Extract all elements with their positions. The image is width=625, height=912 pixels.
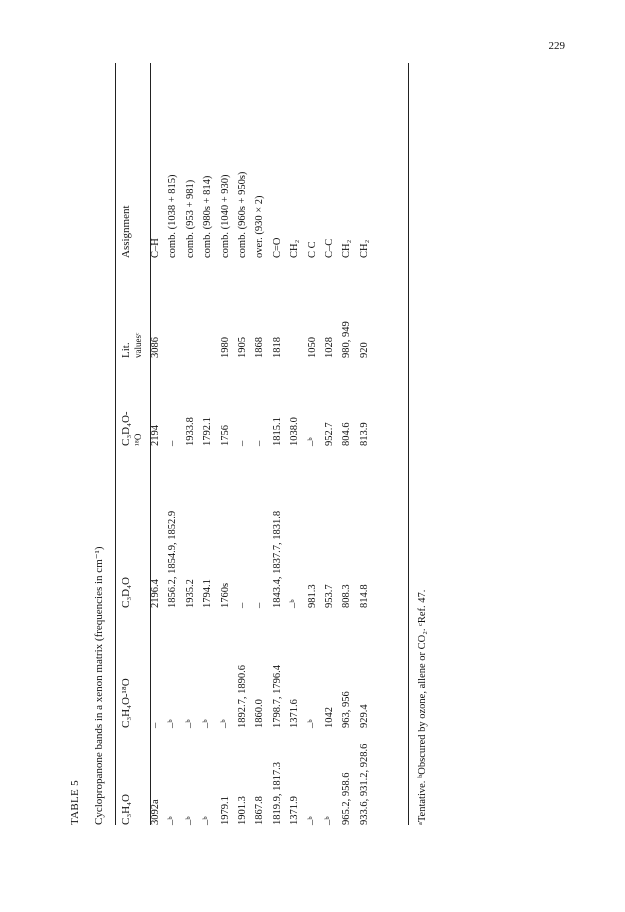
table-cell: 1905 [236,337,248,358]
table-cell: 980, 949 [341,321,353,358]
table-cell: 814.8 [358,584,370,608]
table-cell: 981.3 [306,584,318,608]
table-cell: comb. (1040 + 930) [219,174,231,258]
frequency-table [120,63,376,825]
table-cell [289,258,306,358]
table-cell: 1042 [323,707,335,728]
table-cell: 1979.1 [219,796,231,825]
bottom-rule [408,63,409,825]
table-footnote: ᵃTentative. ᵇObscured by ozone, allene or CO₂. ᶜRef. 47. [417,589,428,825]
table-cell: –ᵇ [167,719,179,728]
table-row [272,63,289,825]
table-row [307,63,324,825]
table-cell: 2194 [150,425,161,446]
table-cell: –ᵇ [306,719,318,728]
table-cell: –ᵇ [289,599,301,608]
table-cell: 804.6 [341,422,353,446]
table-row [254,63,271,825]
table-cell: – [167,440,179,446]
table-cell: – [254,602,266,608]
table-cell: C=O [271,237,283,258]
table-cell: 1868 [254,337,266,358]
column-header: C₃D₄O- ¹⁸O [120,411,143,446]
top-rule [115,63,116,825]
table-cell: 1856.2, 1854.9, 1852.9 [167,510,179,608]
table-body [150,63,376,825]
table-cell: 1756 [219,425,231,446]
table-cell: –ᵇ [306,437,318,446]
table-cell: – [254,440,266,446]
table-cell: 965.2, 958.6 [341,772,353,825]
table-cell: 1892.7, 1890.6 [236,665,248,728]
table-cell: 1843.4, 1837.7, 1831.8 [271,510,283,608]
rotated-table-block [65,63,535,825]
table-cell: comb. (960s + 950s) [236,171,248,258]
table-cell: – [150,722,161,728]
table-cell: 1038.0 [289,417,301,446]
table-cell: 1819.9, 1817.3 [271,762,283,825]
table-cell: CH₂ [341,239,353,258]
table-cell: 1028 [323,337,335,358]
table-cell: 1371.9 [289,796,301,825]
table-cell: 1760s [219,582,231,608]
table-cell: –ᵇ [167,816,179,825]
table-cell: 1371.6 [289,699,301,728]
table-cell: 3092a [150,799,161,825]
table-row [220,63,237,825]
table-cell: 1818 [271,337,283,358]
table-cell: 1050 [306,337,318,358]
column-header: C₃H₄O [120,794,132,825]
table-cell: –ᵇ [323,816,335,825]
table-cell: 1815.1 [271,417,283,446]
table-cell: 1867.8 [254,796,266,825]
table-cell: –ᵇ [184,816,196,825]
table-cell: 3086 [150,337,161,358]
table-cell: comb. (1038 + 815) [167,174,179,258]
table-cell: 1792.1 [202,417,214,446]
table-row [359,63,376,825]
table-cell: comb. (953 + 981) [184,179,196,258]
table-cell: 1935.2 [184,579,196,608]
table-cell: – [236,440,248,446]
table-row [167,63,184,825]
table-row [150,63,167,825]
table-header-row [120,63,150,825]
column-header: Assignment [120,205,132,258]
table-cell: CH₂ [358,239,370,258]
table-row [237,63,254,825]
column-header: Lit. valuesᶜ [120,332,143,358]
table-cell: 920 [358,342,370,358]
table-cell: 1794.1 [202,579,214,608]
table-row [341,63,358,825]
column-header: C₃D₄O [120,577,132,608]
table-caption: Cyclopropanone bands in a xenon matrix (frequencies in cm⁻¹) [93,546,105,825]
table-cell: –ᵇ [202,816,214,825]
table-cell: 1798.7, 1796.4 [271,665,283,728]
table-row [202,63,219,825]
table-row [324,63,341,825]
table-cell: 1933.8 [184,417,196,446]
table-cell: 963, 956 [341,691,353,728]
table-cell: C C [306,241,318,258]
table-cell: 813.9 [358,422,370,446]
table-cell: 808.3 [341,584,353,608]
table-cell [185,258,202,358]
table-cell: 953.7 [323,584,335,608]
table-cell: 933.6, 931.2, 928.6 [358,743,370,825]
table-label: TABLE 5 [69,780,81,825]
table-cell [202,258,219,358]
table-cell: C–H [150,238,161,258]
table-cell: –ᵇ [184,719,196,728]
table-cell: –ᵇ [219,719,231,728]
table-cell: CH₂ [289,239,301,258]
table-cell: 2196.4 [150,579,161,608]
table-cell: C–C [323,238,335,258]
table-cell: comb. (980s + 814) [202,175,214,258]
table-cell: – [236,602,248,608]
table-row [185,63,202,825]
column-header: C₃H₄O-¹⁸O [120,678,132,728]
page-number: 229 [548,40,565,52]
table-cell: 1860.0 [254,699,266,728]
table-cell: over. (930 × 2) [254,195,266,258]
table-cell: 929.4 [358,704,370,728]
table-cell: 1980 [219,337,231,358]
table-cell: 952.7 [323,422,335,446]
table-cell: –ᵇ [202,719,214,728]
table-cell [167,258,184,358]
table-row [289,63,306,825]
table-cell: –ᵇ [306,816,318,825]
table-cell: 1901.3 [236,796,248,825]
